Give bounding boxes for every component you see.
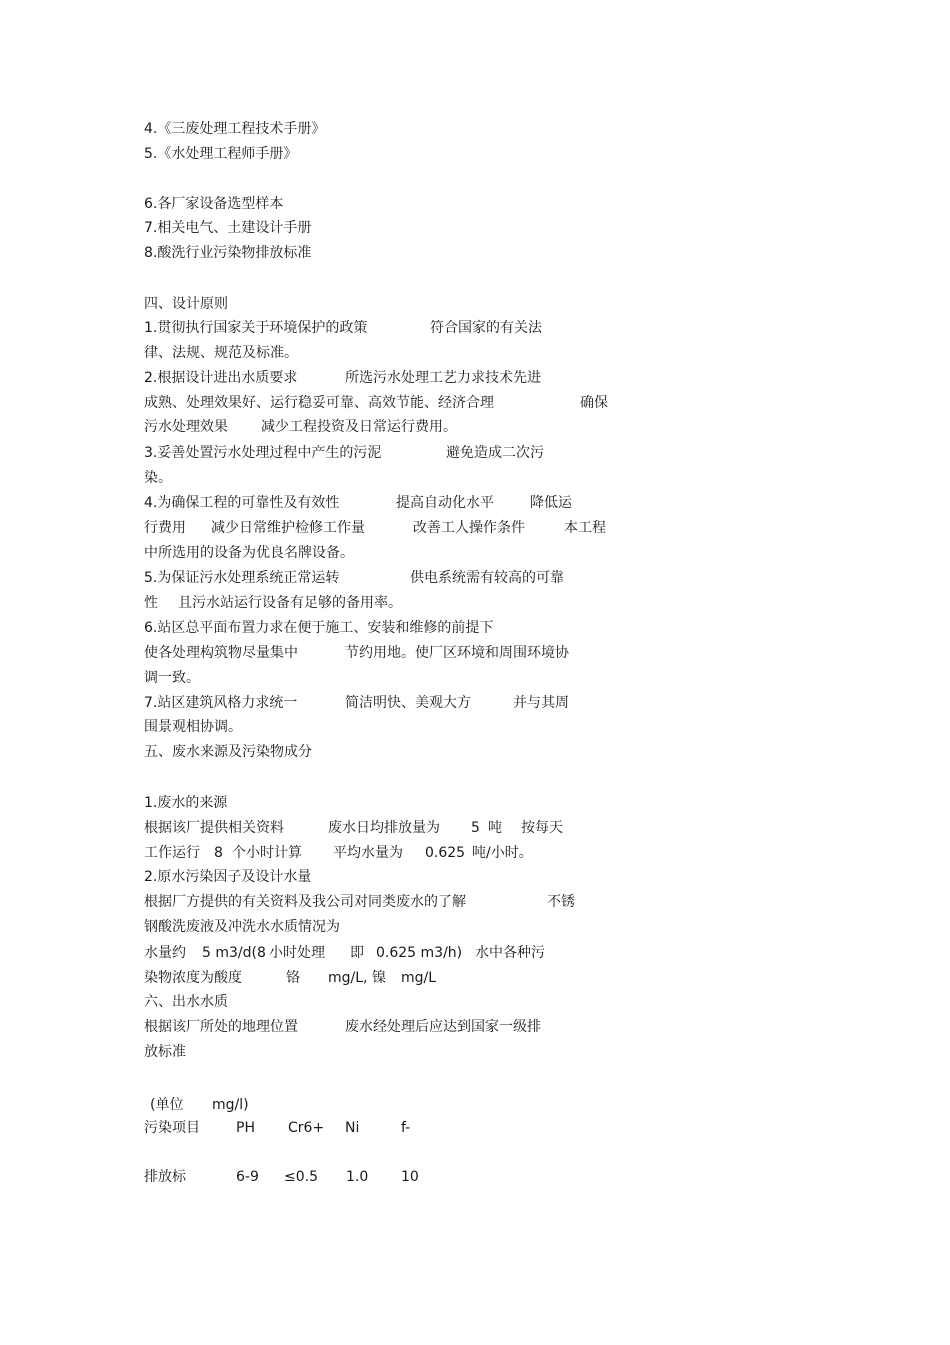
text-segment: 减少工程投资及日常运行费用。 <box>261 419 457 435</box>
table-cell: 排放标 <box>144 1169 186 1185</box>
text-segment: 根据厂方提供的有关资料及我公司对同类废水的了解 <box>144 894 466 910</box>
text-segment: 改善工人操作条件 <box>413 520 525 536</box>
unit-label: (单位 <box>150 1097 184 1113</box>
text-segment: 性 <box>144 595 158 611</box>
reference-item-7: 7.相关电气、土建设计手册 <box>144 220 312 236</box>
text-segment: 且污水站运行设备有足够的备用率。 <box>178 595 402 611</box>
table-cell: 1.0 <box>346 1169 369 1185</box>
text-segment: 铬 <box>286 970 300 986</box>
reference-item-4: 4.《三废处理工程技术手册》 <box>144 121 326 137</box>
reference-item-8: 8.酸洗行业污染物排放标准 <box>144 245 312 261</box>
subsection-title-wastewater-source: 1.废水的来源 <box>144 795 228 811</box>
table-header-cell: PH <box>236 1120 255 1136</box>
text-segment: 减少日常维护检修工作量 <box>211 520 365 536</box>
table-cell: 10 <box>401 1169 419 1185</box>
unit-value: mg/l) <box>212 1097 249 1113</box>
text-segment: 7.站区建筑风格力求统一 <box>144 695 298 711</box>
text-segment: 水中各种污 <box>475 945 545 961</box>
text-segment: 5.为保证污水处理系统正常运转 <box>144 570 340 586</box>
text-segment: 2.根据设计进出水质要求 <box>144 370 298 386</box>
subsection-title-raw-water-pollutants: 2.原水污染因子及设计水量 <box>144 869 312 885</box>
text-segment: 并与其周 <box>513 695 569 711</box>
table-header-cell: 污染项目 <box>144 1120 200 1136</box>
text-segment: 供电系统需有较高的可靠 <box>410 570 564 586</box>
text-segment: 根据该厂所处的地理位置 <box>144 1019 298 1035</box>
text-segment: 1.贯彻执行国家关于环境保护的政策 <box>144 320 368 336</box>
text-segment: mg/L <box>401 970 437 986</box>
text-segment: 即 <box>350 945 364 961</box>
text-segment: 所选污水处理工艺力求技术先进 <box>345 370 541 386</box>
section-heading-design-principles: 四、设计原则 <box>144 296 228 312</box>
text-segment: 本工程 <box>564 520 606 536</box>
text-segment: 平均水量为 <box>333 845 403 861</box>
text-segment: 4.为确保工程的可靠性及有效性 <box>144 495 340 511</box>
text-segment: 废水日均排放量为 <box>328 820 440 836</box>
text-segment: 染物浓度为酸度 <box>144 970 242 986</box>
text-segment: 污水处理效果 <box>144 419 228 435</box>
effluent-quality-line-2: 放标准 <box>144 1044 186 1060</box>
principle-6-line-1: 6.站区总平面布置力求在便于施工、安装和维修的前提下 <box>144 620 494 636</box>
text-segment: 使各处理构筑物尽量集中 <box>144 645 298 661</box>
text-segment: 废水经处理后应达到国家一级排 <box>345 1019 541 1035</box>
section-heading-wastewater-source: 五、废水来源及污染物成分 <box>144 744 312 760</box>
table-cell: 6-9 <box>236 1169 259 1185</box>
table-row <box>144 1168 419 1294</box>
reference-item-5: 5.《水处理工程师手册》 <box>144 146 298 162</box>
text-segment: 0.625 m3/h) <box>376 945 463 961</box>
table-cell: ≤0.5 <box>284 1169 318 1185</box>
text-segment: 降低运 <box>530 495 572 511</box>
text-segment: 按每天 <box>521 820 563 836</box>
principle-7-line-2: 围景观相协调。 <box>144 719 242 735</box>
text-segment: 提高自动化水平 <box>396 495 494 511</box>
text-segment: 避免造成二次污 <box>446 445 544 461</box>
text-segment: 根据该厂提供相关资料 <box>144 820 284 836</box>
principle-1-line-2: 律、法规、规范及标准。 <box>144 345 298 361</box>
text-segment: 5 <box>471 820 480 836</box>
section-heading-effluent-quality: 六、出水水质 <box>144 994 228 1010</box>
text-segment: 3.妥善处置污水处理过程中产生的污泥 <box>144 445 382 461</box>
table-header-cell: Cr6+ <box>288 1120 325 1136</box>
text-segment: 8 <box>214 845 223 861</box>
text-segment: 吨 <box>488 820 502 836</box>
text-segment: 个小时计算 <box>232 845 302 861</box>
table-header-cell: Ni <box>345 1120 360 1136</box>
principle-3-line-2: 染。 <box>144 470 172 486</box>
principle-6-line-3: 调一致。 <box>144 670 200 686</box>
text-segment: 符合国家的有关法 <box>430 320 542 336</box>
text-segment: mg/L, 镍 <box>328 970 386 986</box>
text-segment: 成熟、处理效果好、运行稳妥可靠、高效节能、经济合理 <box>144 395 494 411</box>
text-segment: 小时处理 <box>269 945 325 961</box>
raw-water-line-2: 钢酸洗废液及冲洗水水质情况为 <box>144 919 340 935</box>
table-header-cell: f- <box>401 1120 411 1136</box>
text-segment: 简洁明快、美观大方 <box>345 695 471 711</box>
text-segment: 节约用地。使厂区环境和周围环境协 <box>345 645 569 661</box>
text-segment: 水量约 <box>144 945 186 961</box>
text-segment: 0.625 <box>425 845 466 861</box>
text-segment: 吨/小时。 <box>472 845 533 861</box>
text-segment: 工作运行 <box>144 845 200 861</box>
text-segment: 行费用 <box>144 520 186 536</box>
text-segment: 确保 <box>580 395 608 411</box>
reference-item-6: 6.各厂家设备选型样本 <box>144 196 284 212</box>
text-segment: 不锈 <box>547 894 575 910</box>
principle-4-line-3: 中所选用的设备为优良名牌设备。 <box>144 545 354 561</box>
text-segment: 5 m3/d(8 <box>202 945 266 961</box>
